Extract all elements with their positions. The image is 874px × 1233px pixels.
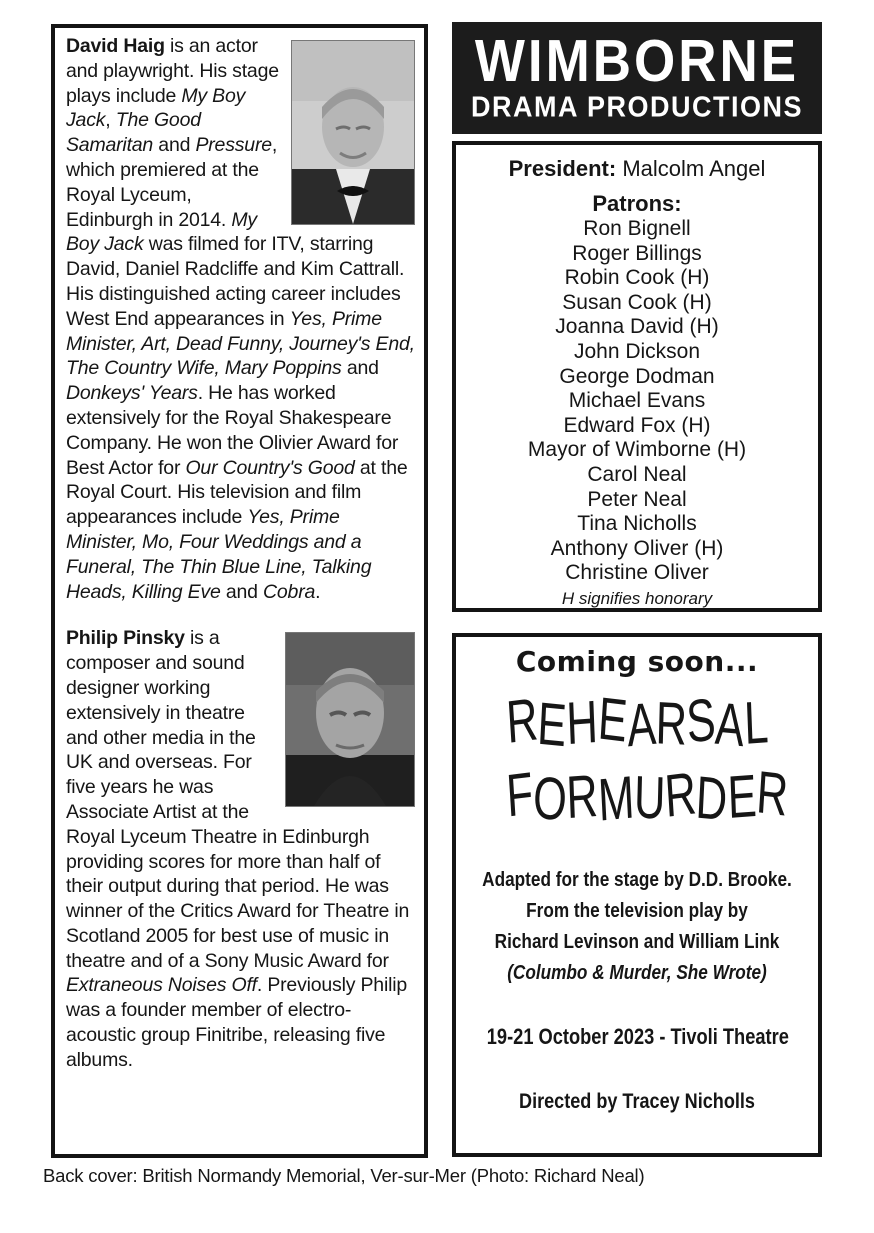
credit-line: Richard Levinson and William Link [494,931,780,953]
coming-soon-box [452,633,822,1157]
patron-name: Peter Neal [587,487,687,511]
credit-line: From the television play by [526,900,748,922]
david-haig-bio [66,34,415,604]
director-credit: Directed by Tracey Nicholls [519,1090,755,1113]
performance-dates: 19-21 October 2023 - Tivoli Theatre [486,1024,789,1049]
philip-pinsky-portrait-image [286,633,414,806]
patron-name: Carol Neal [587,462,687,486]
patron-name: Roger Billings [572,241,702,265]
patron-name: Mayor of Wimborne (H) [527,438,747,462]
patron-name: Michael Evans [568,389,706,413]
wimborne-drama-productions-logo [452,22,822,134]
president-name: Malcolm Angel [622,156,766,181]
play-title-line2: FORMURDER [504,758,790,834]
coming-soon-heading: Coming soon... [515,645,759,678]
patrons-box [452,141,822,612]
philip-pinsky-photo [285,632,415,807]
right-column [452,22,822,1157]
patron-name: Susan Cook (H) [562,290,712,314]
honorary-footnote: H signifies honorary [561,588,713,608]
credit-source-shows: (Columbo & Murder, She Wrote) [507,962,767,984]
patron-name: Tina Nicholls [577,512,697,536]
president-line [456,155,818,183]
patron-name: Joanna David (H) [555,315,719,339]
patron-name: Ron Bignell [583,217,691,240]
patron-name: Anthony Oliver (H) [550,536,724,560]
david-haig-portrait-image [292,41,414,224]
play-title-line1: REHEARSAL [504,684,770,760]
philip-pinsky-bio-text: Philip Pinsky is a composer and sound designer working extensively in theatre and other media in the UK and overseas. For five years he was Associate Artist at the Royal Lyceum Theatre in Edinburgh providing scores for more than half of their output during that period. He was winner of the Critics Award for Theatre in Scotland 2005 for best use of music in theatre and of a Sony Music Award for Extraneous Noises Off. Previously Philip was a founder member of electro-acoustic group Finitribe, releasing five albums. [66,627,410,1071]
patron-name: George Dodman [559,364,715,388]
david-haig-bio-text: David Haig is an actor and playwright. His stage plays include My Boy Jack, The Good Samaritan and Pressure, which premiered at the Royal Lyceum, Edinburgh in 2014. My Boy Jack was filmed for ITV, starring David, Daniel Radcliffe and Kim Cattrall. His distinguished acting career includes West End appearances in Yes, Prime Minister, Art, Dead Funny, Journey's End, The Country Wife, Mary Poppins and Donkeys' Years. He has worked extensively for the Royal Shakespeare Company. He won the Olivier Award for Best Actor for Our Country's Good at the Royal Court. His television and film appearances include Yes, Prime Minister, Mo, Four Weddings and a Funeral, The Thin Blue Line, Talking Heads, Killing Eve and Cobra. [66,35,415,603]
patron-name: John Dickson [573,339,701,363]
biographies-box [51,24,428,1158]
logo-subtitle: DRAMA PRODUCTIONS [471,90,803,123]
back-cover-caption: Back cover: British Normandy Memorial, Ver-sur-Mer (Photo: Richard Neal) [43,1165,645,1186]
patrons-heading: Patrons: [592,191,682,216]
patron-name: Christine Oliver [565,561,709,585]
president-label: President: [508,156,617,181]
patrons-list [456,217,818,586]
adaptation-credits [481,865,792,989]
david-haig-photo [291,40,415,225]
credit-line: Adapted for the stage by D.D. Brooke. [482,869,792,891]
patron-name: Edward Fox (H) [563,413,711,437]
logo-title: WIMBORNE [474,27,800,95]
philip-pinsky-bio [66,626,415,1072]
patron-name: Robin Cook (H) [564,266,710,290]
